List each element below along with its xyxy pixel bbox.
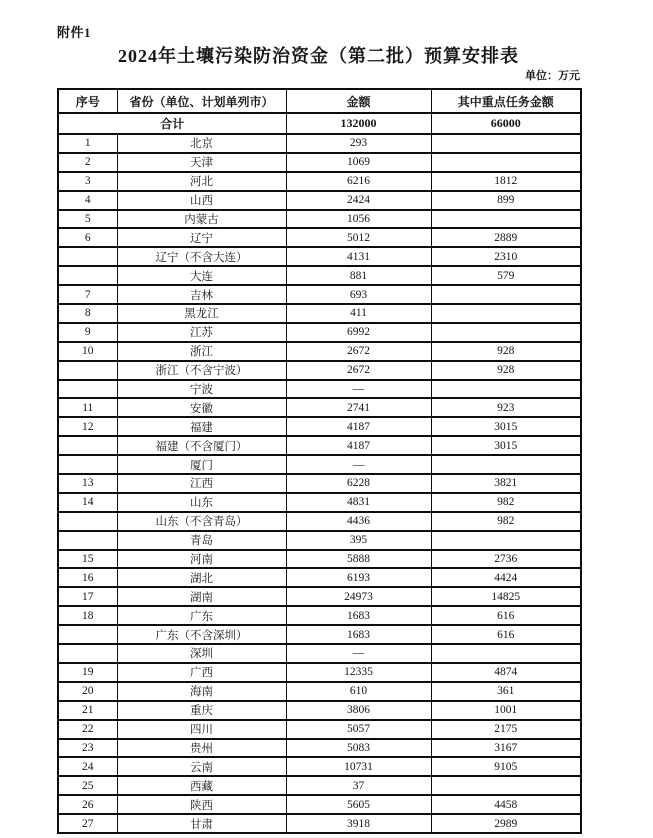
cell-serial-number: 13 — [58, 474, 117, 493]
table-row — [58, 644, 581, 663]
table-row — [58, 701, 581, 720]
table-row — [58, 776, 581, 795]
cell-key-task-amount: 9105 — [431, 757, 581, 776]
cell-amount: 693 — [286, 285, 431, 304]
cell-province: 厦门 — [117, 455, 286, 474]
cell-serial-number — [58, 361, 117, 380]
table-row — [58, 568, 581, 587]
table-row — [58, 134, 581, 153]
cell-amount: 2424 — [286, 191, 431, 210]
cell-key-task-amount — [431, 380, 581, 399]
cell-amount: 3806 — [286, 701, 431, 720]
cell-province: 河北 — [117, 172, 286, 191]
cell-key-task-amount: 579 — [431, 266, 581, 285]
cell-key-task-amount — [431, 304, 581, 323]
cell-key-task-amount: 3167 — [431, 739, 581, 758]
table-row — [58, 380, 581, 399]
cell-amount: 411 — [286, 304, 431, 323]
cell-serial-number — [58, 625, 117, 644]
cell-serial-number — [58, 531, 117, 550]
cell-serial-number: 9 — [58, 323, 117, 342]
cell-amount: 1683 — [286, 625, 431, 644]
header-key-task-amount: 其中重点任务金额 — [431, 89, 581, 113]
cell-key-task-amount: 2175 — [431, 720, 581, 739]
cell-amount: 4831 — [286, 493, 431, 512]
cell-serial-number: 5 — [58, 210, 117, 229]
table-row — [58, 342, 581, 361]
cell-serial-number: 15 — [58, 550, 117, 569]
header-province: 省份（单位、计划单列市） — [117, 89, 286, 113]
cell-key-task-amount: 1812 — [431, 172, 581, 191]
cell-amount: 6228 — [286, 474, 431, 493]
cell-province: 福建 — [117, 417, 286, 436]
cell-serial-number — [58, 455, 117, 474]
table-row — [58, 417, 581, 436]
table-row — [58, 512, 581, 531]
cell-serial-number: 20 — [58, 682, 117, 701]
table-row — [58, 757, 581, 776]
cell-key-task-amount: 928 — [431, 342, 581, 361]
table-row — [58, 550, 581, 569]
cell-province: 广西 — [117, 663, 286, 682]
cell-province: 甘肃 — [117, 814, 286, 833]
cell-serial-number — [58, 512, 117, 531]
cell-amount: 2672 — [286, 361, 431, 380]
cell-serial-number: 16 — [58, 568, 117, 587]
cell-serial-number: 3 — [58, 172, 117, 191]
table-row — [58, 531, 581, 550]
cell-serial-number — [58, 644, 117, 663]
cell-province: 江西 — [117, 474, 286, 493]
table-row — [58, 361, 581, 380]
cell-amount: 293 — [286, 134, 431, 153]
cell-serial-number — [58, 380, 117, 399]
cell-serial-number: 25 — [58, 776, 117, 795]
header-serial-number: 序号 — [58, 89, 117, 113]
cell-amount: 1069 — [286, 153, 431, 172]
cell-province: 海南 — [117, 682, 286, 701]
cell-serial-number: 21 — [58, 701, 117, 720]
cell-amount: 5057 — [286, 720, 431, 739]
table-row — [58, 663, 581, 682]
table-row — [58, 720, 581, 739]
cell-key-task-amount: 1001 — [431, 701, 581, 720]
table-row — [58, 493, 581, 512]
cell-key-task-amount: 928 — [431, 361, 581, 380]
cell-key-task-amount: 616 — [431, 625, 581, 644]
cell-amount: 4131 — [286, 247, 431, 266]
table-row — [58, 436, 581, 455]
cell-serial-number: 26 — [58, 795, 117, 814]
cell-province: 重庆 — [117, 701, 286, 720]
cell-province: 青岛 — [117, 531, 286, 550]
cell-key-task-amount — [431, 776, 581, 795]
cell-key-task-amount — [431, 455, 581, 474]
table-row — [58, 814, 581, 833]
cell-province: 河南 — [117, 550, 286, 569]
cell-key-task-amount: 3015 — [431, 417, 581, 436]
cell-key-task-amount: 4424 — [431, 568, 581, 587]
cell-key-task-amount: 616 — [431, 606, 581, 625]
attachment-label: 附件1 — [57, 25, 92, 40]
cell-province: 内蒙古 — [117, 210, 286, 229]
cell-amount: 6216 — [286, 172, 431, 191]
cell-province: 天津 — [117, 153, 286, 172]
cell-province: 吉林 — [117, 285, 286, 304]
table-row — [58, 172, 581, 191]
cell-serial-number: 1 — [58, 134, 117, 153]
cell-key-task-amount: 4458 — [431, 795, 581, 814]
cell-province: 福建（不含厦门） — [117, 436, 286, 455]
table-row — [58, 210, 581, 229]
cell-province: 山西 — [117, 191, 286, 210]
cell-amount: 395 — [286, 531, 431, 550]
table-row — [58, 587, 581, 606]
cell-key-task-amount: 3821 — [431, 474, 581, 493]
cell-province: 贵州 — [117, 739, 286, 758]
cell-amount: 6193 — [286, 568, 431, 587]
cell-serial-number: 17 — [58, 587, 117, 606]
cell-amount: 610 — [286, 682, 431, 701]
cell-amount: — — [286, 455, 431, 474]
cell-province: 北京 — [117, 134, 286, 153]
cell-amount: — — [286, 380, 431, 399]
cell-province: 辽宁 — [117, 228, 286, 247]
cell-province: 黑龙江 — [117, 304, 286, 323]
cell-serial-number: 6 — [58, 228, 117, 247]
budget-table — [57, 88, 582, 834]
cell-province: 安徽 — [117, 398, 286, 417]
cell-key-task-amount — [431, 323, 581, 342]
cell-province: 山东（不含青岛） — [117, 512, 286, 531]
table-row — [58, 228, 581, 247]
cell-amount: 881 — [286, 266, 431, 285]
cell-key-task-amount: 899 — [431, 191, 581, 210]
total-label: 合计 — [58, 113, 286, 134]
cell-key-task-amount: 4874 — [431, 663, 581, 682]
cell-serial-number: 10 — [58, 342, 117, 361]
cell-province: 江苏 — [117, 323, 286, 342]
cell-province: 陕西 — [117, 795, 286, 814]
cell-province: 辽宁（不含大连） — [117, 247, 286, 266]
cell-serial-number: 27 — [58, 814, 117, 833]
cell-key-task-amount — [431, 134, 581, 153]
cell-province: 山东 — [117, 493, 286, 512]
cell-serial-number — [58, 266, 117, 285]
cell-amount: 1056 — [286, 210, 431, 229]
cell-key-task-amount — [431, 644, 581, 663]
table-row — [58, 285, 581, 304]
cell-key-task-amount — [431, 285, 581, 304]
cell-key-task-amount: 361 — [431, 682, 581, 701]
cell-serial-number: 2 — [58, 153, 117, 172]
cell-key-task-amount: 923 — [431, 398, 581, 417]
table-row — [58, 323, 581, 342]
table-row — [58, 625, 581, 644]
cell-amount: 3918 — [286, 814, 431, 833]
table-row — [58, 739, 581, 758]
cell-serial-number — [58, 436, 117, 455]
cell-key-task-amount: 2310 — [431, 247, 581, 266]
cell-key-task-amount: 982 — [431, 512, 581, 531]
cell-key-task-amount — [431, 153, 581, 172]
table-header-row — [58, 89, 581, 113]
table-row — [58, 606, 581, 625]
cell-key-task-amount — [431, 210, 581, 229]
cell-amount: — — [286, 644, 431, 663]
cell-serial-number: 8 — [58, 304, 117, 323]
table-row — [58, 153, 581, 172]
cell-key-task-amount: 2889 — [431, 228, 581, 247]
table-row — [58, 474, 581, 493]
cell-province: 宁波 — [117, 380, 286, 399]
cell-province: 湖南 — [117, 587, 286, 606]
table-row — [58, 682, 581, 701]
table-row — [58, 795, 581, 814]
cell-amount: 37 — [286, 776, 431, 795]
unit-label: 单位：万元 — [525, 70, 580, 82]
cell-province: 西藏 — [117, 776, 286, 795]
cell-province: 深圳 — [117, 644, 286, 663]
cell-amount: 5605 — [286, 795, 431, 814]
cell-province: 湖北 — [117, 568, 286, 587]
cell-serial-number: 23 — [58, 739, 117, 758]
cell-key-task-amount: 2736 — [431, 550, 581, 569]
cell-serial-number: 18 — [58, 606, 117, 625]
cell-amount: 4187 — [286, 417, 431, 436]
cell-amount: 5083 — [286, 739, 431, 758]
cell-key-task-amount: 14825 — [431, 587, 581, 606]
cell-amount: 6992 — [286, 323, 431, 342]
cell-amount: 24973 — [286, 587, 431, 606]
cell-province: 广东（不含深圳） — [117, 625, 286, 644]
cell-amount: 1683 — [286, 606, 431, 625]
total-row — [58, 113, 581, 134]
cell-serial-number: 14 — [58, 493, 117, 512]
cell-key-task-amount: 982 — [431, 493, 581, 512]
cell-province: 浙江 — [117, 342, 286, 361]
cell-serial-number: 7 — [58, 285, 117, 304]
cell-province: 浙江（不含宁波） — [117, 361, 286, 380]
cell-key-task-amount: 3015 — [431, 436, 581, 455]
table-row — [58, 266, 581, 285]
cell-amount: 2741 — [286, 398, 431, 417]
cell-serial-number: 19 — [58, 663, 117, 682]
cell-serial-number: 12 — [58, 417, 117, 436]
cell-serial-number: 4 — [58, 191, 117, 210]
cell-serial-number: 24 — [58, 757, 117, 776]
cell-serial-number — [58, 247, 117, 266]
cell-amount: 4187 — [286, 436, 431, 455]
cell-amount: 4436 — [286, 512, 431, 531]
cell-amount: 5888 — [286, 550, 431, 569]
cell-province: 云南 — [117, 757, 286, 776]
page-title: 2024年土壤污染防治资金（第二批）预算安排表 — [118, 46, 519, 66]
table-row — [58, 455, 581, 474]
table-row — [58, 398, 581, 417]
cell-serial-number: 22 — [58, 720, 117, 739]
table-row — [58, 304, 581, 323]
total-amount: 132000 — [286, 113, 431, 134]
table-row — [58, 191, 581, 210]
cell-province: 四川 — [117, 720, 286, 739]
cell-province: 大连 — [117, 266, 286, 285]
cell-amount: 2672 — [286, 342, 431, 361]
header-amount: 金额 — [286, 89, 431, 113]
cell-amount: 12335 — [286, 663, 431, 682]
cell-amount: 5012 — [286, 228, 431, 247]
cell-province: 广东 — [117, 606, 286, 625]
total-key-amount: 66000 — [431, 113, 581, 134]
table-row — [58, 247, 581, 266]
cell-key-task-amount: 2989 — [431, 814, 581, 833]
cell-serial-number: 11 — [58, 398, 117, 417]
cell-key-task-amount — [431, 531, 581, 550]
cell-amount: 10731 — [286, 757, 431, 776]
